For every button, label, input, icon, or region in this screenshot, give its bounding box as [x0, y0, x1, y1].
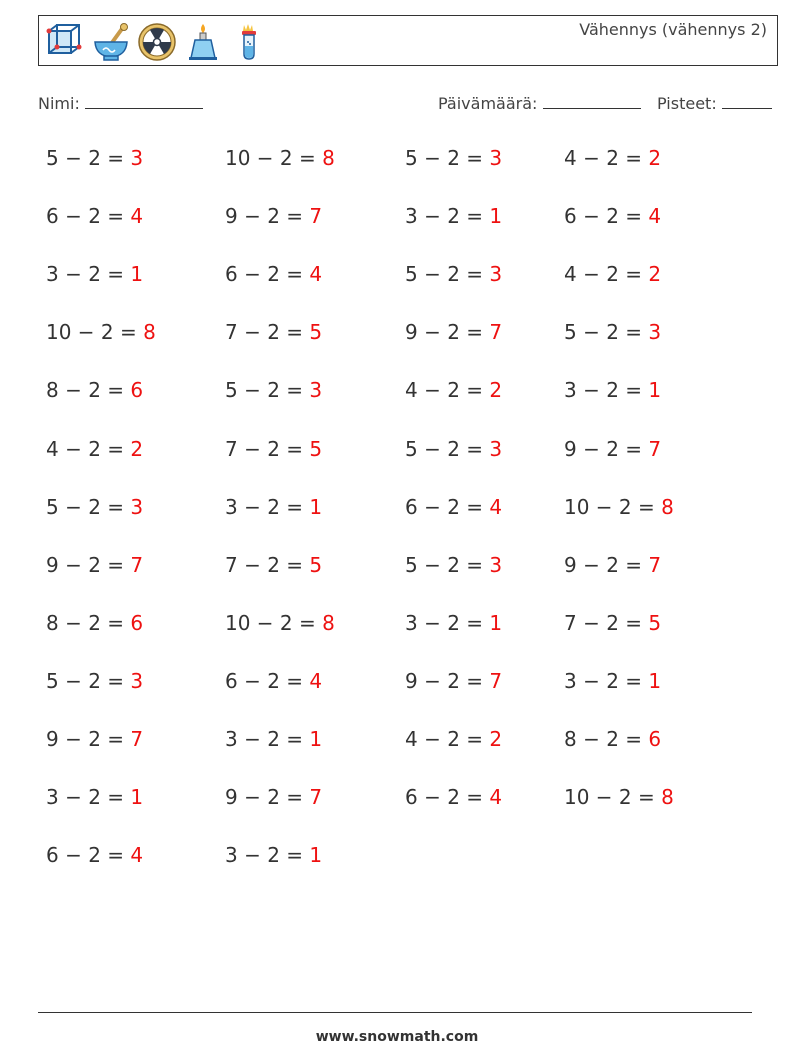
score-line — [722, 94, 772, 109]
problem-item — [405, 785, 502, 809]
problem-answer: 5 — [309, 320, 323, 345]
problem-expression: 10 − 2 = — [225, 610, 323, 635]
problem-answer: 6 — [648, 727, 662, 751]
problem-item — [46, 611, 143, 635]
problem-item — [46, 437, 143, 461]
problem-expression: 9 − 2 = — [405, 668, 490, 693]
problem-item — [46, 495, 143, 519]
problem-expression: 3 − 2 = — [564, 378, 649, 403]
problem-item — [405, 437, 502, 461]
footer-url: www.snowmath.com — [315, 1029, 479, 1045]
problem-item — [46, 320, 156, 344]
problem-item — [405, 611, 502, 635]
header-box — [38, 15, 778, 66]
problem-item — [564, 146, 661, 170]
problem-item — [225, 378, 322, 402]
problem-item — [225, 611, 335, 635]
problem-item — [225, 437, 322, 461]
problem-expression: 3 − 2 = — [46, 262, 131, 287]
name-line — [85, 94, 203, 109]
bunsen-burner-icon — [183, 22, 223, 62]
problem-item — [564, 553, 661, 577]
problem-item — [46, 785, 143, 809]
problem-expression: 6 − 2 = — [225, 262, 310, 287]
name-label: Nimi: — [38, 94, 80, 113]
problem-item — [564, 727, 661, 751]
problem-item — [564, 495, 674, 519]
problem-expression: 9 − 2 = — [46, 552, 131, 577]
problem-answer: 1 — [648, 668, 662, 693]
problem-item — [46, 727, 143, 751]
problem-answer: 7 — [309, 785, 323, 810]
problem-expression: 3 − 2 = — [46, 785, 131, 810]
problem-expression: 6 − 2 = — [564, 204, 649, 229]
problem-expression: 10 − 2 = — [564, 494, 662, 519]
problem-expression: 9 − 2 = — [405, 320, 490, 345]
problem-expression: 3 − 2 = — [405, 204, 490, 229]
problem-item — [225, 146, 335, 170]
mortar-pestle-icon — [91, 22, 131, 62]
problem-item — [405, 378, 502, 402]
problem-expression: 7 − 2 = — [225, 436, 310, 461]
problem-answer: 8 — [322, 146, 335, 170]
name-field — [38, 94, 203, 113]
problem-answer: 7 — [130, 552, 144, 577]
problem-answer: 1 — [309, 494, 323, 519]
problem-answer: 2 — [130, 436, 144, 461]
problem-expression: 3 − 2 = — [225, 494, 310, 519]
problem-expression: 9 − 2 = — [46, 727, 131, 751]
problem-item — [564, 262, 661, 286]
problem-item — [564, 378, 661, 402]
problem-answer: 1 — [130, 785, 144, 810]
date-label: Päivämäärä: — [438, 94, 538, 113]
problem-item — [225, 262, 322, 286]
problem-item — [225, 669, 322, 693]
problem-expression: 6 − 2 = — [225, 668, 310, 693]
problem-item — [46, 146, 143, 170]
score-field — [657, 94, 772, 113]
problem-item — [564, 611, 661, 635]
problem-item — [405, 204, 502, 228]
problem-expression: 7 − 2 = — [225, 320, 310, 345]
problem-expression: 3 − 2 = — [225, 843, 310, 868]
problem-answer: 1 — [130, 262, 144, 287]
problem-item — [46, 669, 143, 693]
problem-answer: 3 — [130, 494, 144, 519]
problem-expression: 5 − 2 = — [405, 552, 490, 577]
problem-expression: 3 − 2 = — [225, 727, 310, 751]
problem-answer: 8 — [143, 320, 156, 345]
problem-item — [405, 262, 502, 286]
problem-expression: 8 − 2 = — [46, 378, 131, 403]
problem-answer: 4 — [130, 204, 144, 229]
problem-expression: 10 − 2 = — [225, 146, 323, 170]
problem-answer: 1 — [309, 843, 323, 868]
problem-answer: 7 — [648, 436, 662, 461]
problem-answer: 1 — [648, 378, 662, 403]
problem-answer: 4 — [130, 843, 144, 868]
problem-answer: 2 — [648, 262, 662, 287]
problem-answer: 6 — [130, 610, 144, 635]
problem-expression: 6 − 2 = — [46, 204, 131, 229]
problem-item — [405, 495, 502, 519]
problem-answer: 3 — [489, 262, 503, 287]
problem-item — [225, 553, 322, 577]
problem-expression: 4 − 2 = — [564, 262, 649, 287]
problem-answer: 6 — [130, 378, 144, 403]
problem-item — [225, 843, 322, 867]
problem-item — [225, 204, 322, 228]
problem-answer: 4 — [489, 494, 503, 519]
problem-answer: 3 — [309, 378, 323, 403]
problem-item — [225, 495, 322, 519]
problem-expression: 4 − 2 = — [405, 378, 490, 403]
problem-answer: 2 — [489, 378, 503, 403]
problem-item — [225, 727, 322, 751]
problem-answer: 5 — [309, 436, 323, 461]
problem-item — [405, 146, 502, 170]
problem-answer: 4 — [648, 204, 662, 229]
problem-answer: 8 — [661, 494, 674, 519]
problem-expression: 5 − 2 = — [46, 668, 131, 693]
problem-answer: 5 — [648, 610, 662, 635]
footer-rule — [38, 1012, 752, 1013]
problem-item — [225, 320, 322, 344]
problem-expression: 6 − 2 = — [46, 843, 131, 868]
problem-answer: 3 — [489, 436, 503, 461]
problem-expression: 5 − 2 = — [564, 320, 649, 345]
problem-answer: 7 — [309, 204, 323, 229]
problem-item — [405, 727, 502, 751]
problem-item — [405, 553, 502, 577]
problem-item — [405, 669, 502, 693]
page-title: Vähennys (vähennys 2) — [579, 20, 767, 39]
problem-expression: 10 − 2 = — [564, 785, 662, 810]
problem-answer: 5 — [309, 552, 323, 577]
problem-expression: 9 − 2 = — [564, 436, 649, 461]
problem-answer: 1 — [489, 610, 503, 635]
problem-answer: 2 — [648, 146, 662, 170]
problem-item — [46, 262, 143, 286]
problem-expression: 5 − 2 = — [405, 436, 490, 461]
date-line — [543, 94, 641, 109]
problem-answer: 8 — [322, 610, 335, 635]
problem-answer: 1 — [489, 204, 503, 229]
problem-item — [564, 204, 661, 228]
problem-expression: 3 − 2 = — [405, 610, 490, 635]
problem-item — [564, 669, 661, 693]
problem-answer: 1 — [309, 727, 323, 751]
problem-answer: 3 — [489, 146, 503, 170]
problem-answer: 3 — [130, 668, 144, 693]
problem-expression: 8 − 2 = — [46, 610, 131, 635]
problem-expression: 7 − 2 = — [225, 552, 310, 577]
problem-answer: 3 — [489, 552, 503, 577]
problem-answer: 7 — [489, 668, 503, 693]
problem-answer: 3 — [648, 320, 662, 345]
problem-item — [46, 204, 143, 228]
score-label: Pisteet: — [657, 94, 717, 113]
problem-item — [564, 785, 674, 809]
problem-expression: 5 − 2 = — [405, 146, 490, 170]
problem-item — [46, 553, 143, 577]
problem-item — [225, 785, 322, 809]
problem-answer: 7 — [489, 320, 503, 345]
problem-expression: 3 − 2 = — [564, 668, 649, 693]
problem-answer: 7 — [648, 552, 662, 577]
problem-expression: 9 − 2 = — [564, 552, 649, 577]
problem-answer: 2 — [489, 727, 503, 751]
problem-expression: 5 − 2 = — [405, 262, 490, 287]
problem-item — [405, 320, 502, 344]
problem-expression: 6 − 2 = — [405, 785, 490, 810]
date-field — [438, 94, 641, 113]
problem-expression: 4 − 2 = — [46, 436, 131, 461]
problem-answer: 7 — [130, 727, 144, 751]
problem-expression: 7 − 2 = — [564, 610, 649, 635]
problem-answer: 3 — [130, 146, 144, 170]
problem-expression: 6 − 2 = — [405, 494, 490, 519]
problem-expression: 8 − 2 = — [564, 727, 649, 751]
problem-item — [564, 437, 661, 461]
problem-item — [46, 843, 143, 867]
test-tube-icon — [229, 22, 269, 62]
icon-strip — [45, 21, 269, 63]
problem-expression: 9 − 2 = — [225, 204, 310, 229]
problem-expression: 4 − 2 = — [564, 146, 649, 170]
problem-expression: 9 − 2 = — [225, 785, 310, 810]
problem-expression: 5 − 2 = — [46, 494, 131, 519]
problem-expression: 10 − 2 = — [46, 320, 144, 345]
problem-answer: 8 — [661, 785, 674, 810]
problem-expression: 4 − 2 = — [405, 727, 490, 751]
cube-icon — [45, 22, 85, 62]
problem-item — [564, 320, 661, 344]
problem-answer: 4 — [309, 262, 323, 287]
problem-expression: 5 − 2 = — [225, 378, 310, 403]
problem-expression: 5 − 2 = — [46, 146, 131, 170]
problem-answer: 4 — [489, 785, 503, 810]
problem-answer: 4 — [309, 668, 323, 693]
radiation-icon — [137, 22, 177, 62]
problem-item — [46, 378, 143, 402]
